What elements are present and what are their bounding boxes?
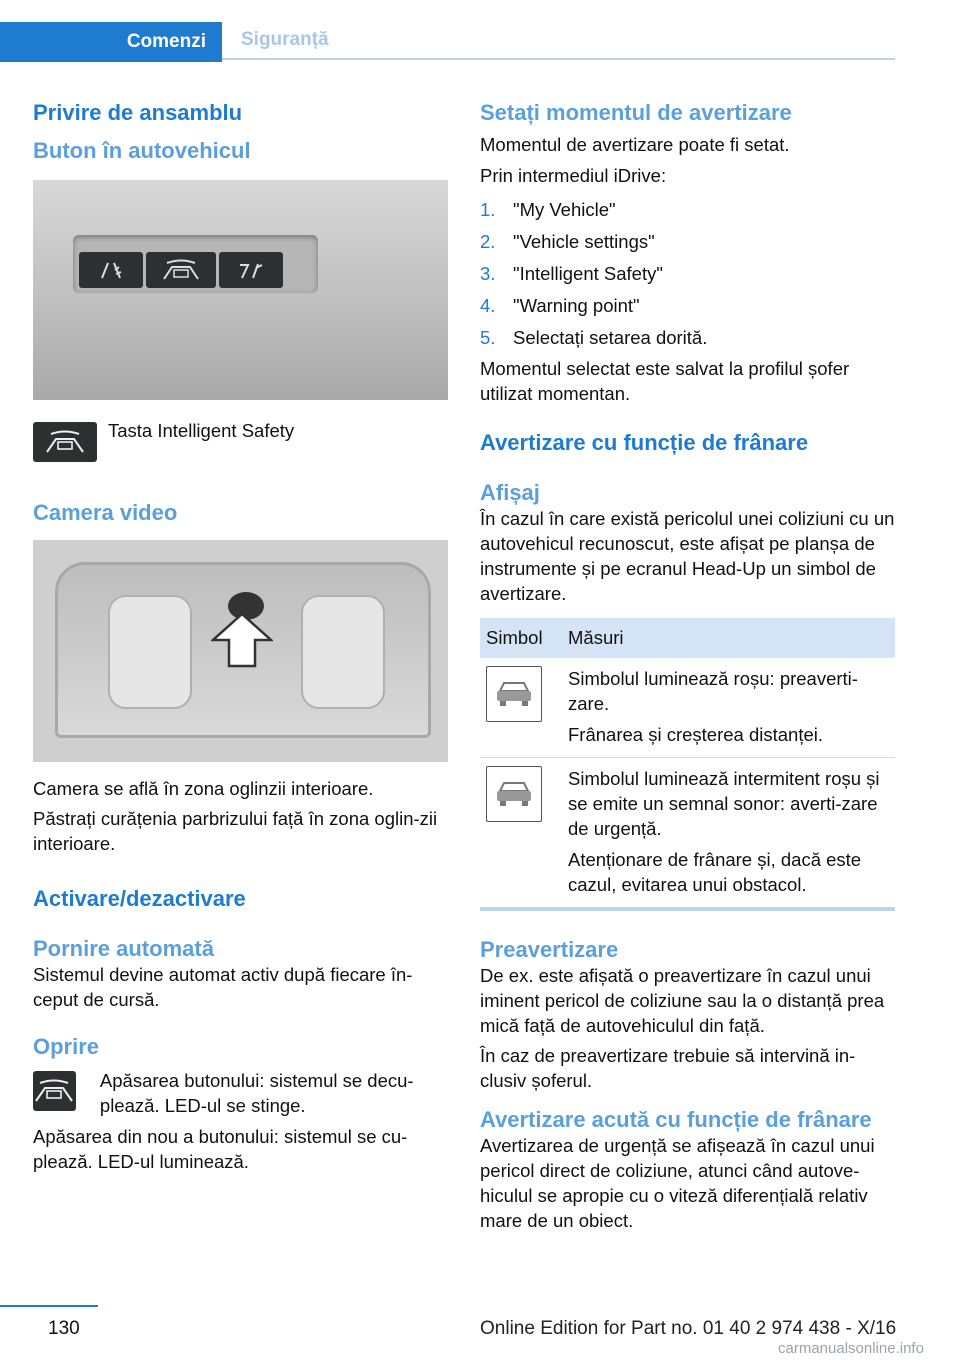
warning-time-text-1: Momentul de avertizare poate fi setat. [480, 134, 790, 155]
camera-text-1: Camera se află în zona oglinzii interioare. [33, 778, 374, 799]
autostart-text: Sistemul devine automat activ după fiecare în-ceput de cursă. [33, 964, 413, 1010]
chapter-tabs [0, 22, 895, 62]
stop-icon-row [33, 1068, 448, 1118]
row1-line2: Frânarea și creșterea distanței. [568, 724, 824, 745]
footer-divider [0, 1305, 98, 1307]
warning-time-text-2: Prin intermediul iDrive: [480, 165, 667, 186]
watermark: carmanualsonline.info [778, 1340, 924, 1357]
distance-warning-icon [219, 252, 283, 288]
list-item: 4. "Warning point" [480, 295, 640, 316]
list-item: 5. Selectați setarea dorită. [480, 327, 708, 348]
left-column [33, 100, 448, 1174]
saved-profile-text: Momentul selectat este salvat la profilul șofer utilizat momentan. [480, 358, 850, 404]
heading-overview: Privire de ansamblu [33, 100, 243, 125]
table-row [480, 758, 895, 910]
stop-text: Apăsarea din nou a butonului: sistemul se cu-plează. LED-ul luminează. [33, 1126, 408, 1172]
heading-autostart: Pornire automată [33, 936, 214, 961]
heading-brake-warning: Avertizare cu funcție de frânare [480, 430, 809, 455]
lane-warning-icon [79, 252, 143, 288]
heading-camera: Camera video [33, 500, 178, 525]
row2-line1: Simbolul luminează intermitent roșu și se emite un semnal sonor: averti-zare de urgență. [568, 768, 880, 839]
heading-activation: Activare/dezactivare [33, 886, 246, 911]
tab-siguranta[interactable]: Siguranță [222, 22, 895, 60]
key-caption: Tasta Intelligent Safety [108, 420, 295, 441]
col-symbol: Simbol [480, 618, 562, 658]
stop-icon-text: Apăsarea butonului: sistemul se decu-plează. LED-ul se stinge. [99, 1070, 414, 1116]
heading-warning-time: Setați momentul de avertizare [480, 100, 792, 125]
prewarning-text-1: De ex. este afișată o preavertizare în cazul unui iminent pericol de coliziune sau la o distanță prea mică față de autovehiculul din față. [480, 965, 885, 1036]
key-caption-row [33, 418, 448, 462]
intelligent-safety-icon [146, 252, 216, 288]
heading-prewarning: Preavertizare [480, 937, 619, 962]
intelligent-safety-key-icon [33, 422, 97, 462]
row2-line2: Atenționare de frânare și, dacă este cazul, evitarea unui obstacol. [568, 849, 862, 895]
camera-text-2: Păstrați curățenia parbrizului față în zona oglin-zii interioare. [33, 808, 438, 854]
acute-warning-text: Avertizarea de urgență se afișează în cazul unui pericol direct de coliziune, atunci când autove-hiculul se apropie cu o viteză diferențială relativ mare de un obiect. [480, 1135, 875, 1231]
arrow-up-icon [211, 612, 273, 668]
heading-stop: Oprire [33, 1034, 100, 1059]
list-item: 2. "Vehicle settings" [480, 231, 655, 252]
camera-photo [33, 540, 448, 762]
heading-acute-warning: Avertizare acută cu funcție de frânare [480, 1107, 872, 1132]
online-edition: Online Edition for Part no. 01 40 2 974 438 - X/16 [480, 1318, 897, 1339]
intelligent-safety-key-icon [33, 1071, 76, 1111]
list-item: 1. "My Vehicle" [480, 199, 616, 220]
list-item: 3. "Intelligent Safety" [480, 263, 663, 284]
tab-comenzi[interactable]: Comenzi [0, 22, 222, 62]
display-text: În cazul în care există pericolul unei coliziuni cu un autovehicul recunoscut, este afișat pe planșa de instrumente și pe ecranul Head-Up un simbol de avertizare. [480, 508, 895, 604]
row1-line1: Simbolul luminează roșu: preaverti-zare. [568, 668, 858, 714]
heading-button: Buton în autovehicul [33, 138, 251, 163]
page-number: 130 [48, 1318, 80, 1339]
right-column [480, 100, 895, 1233]
steps-list [480, 194, 895, 354]
table-row [480, 658, 895, 758]
car-ahead-icon [486, 766, 542, 822]
button-photo [33, 180, 448, 400]
heading-display: Afișaj [480, 480, 540, 505]
prewarning-text-2: În caz de preavertizare trebuie să intervină in-clusiv șoferul. [480, 1045, 856, 1091]
car-ahead-icon [486, 666, 542, 722]
col-measures: Măsuri [562, 618, 895, 658]
symbol-table [480, 618, 895, 911]
